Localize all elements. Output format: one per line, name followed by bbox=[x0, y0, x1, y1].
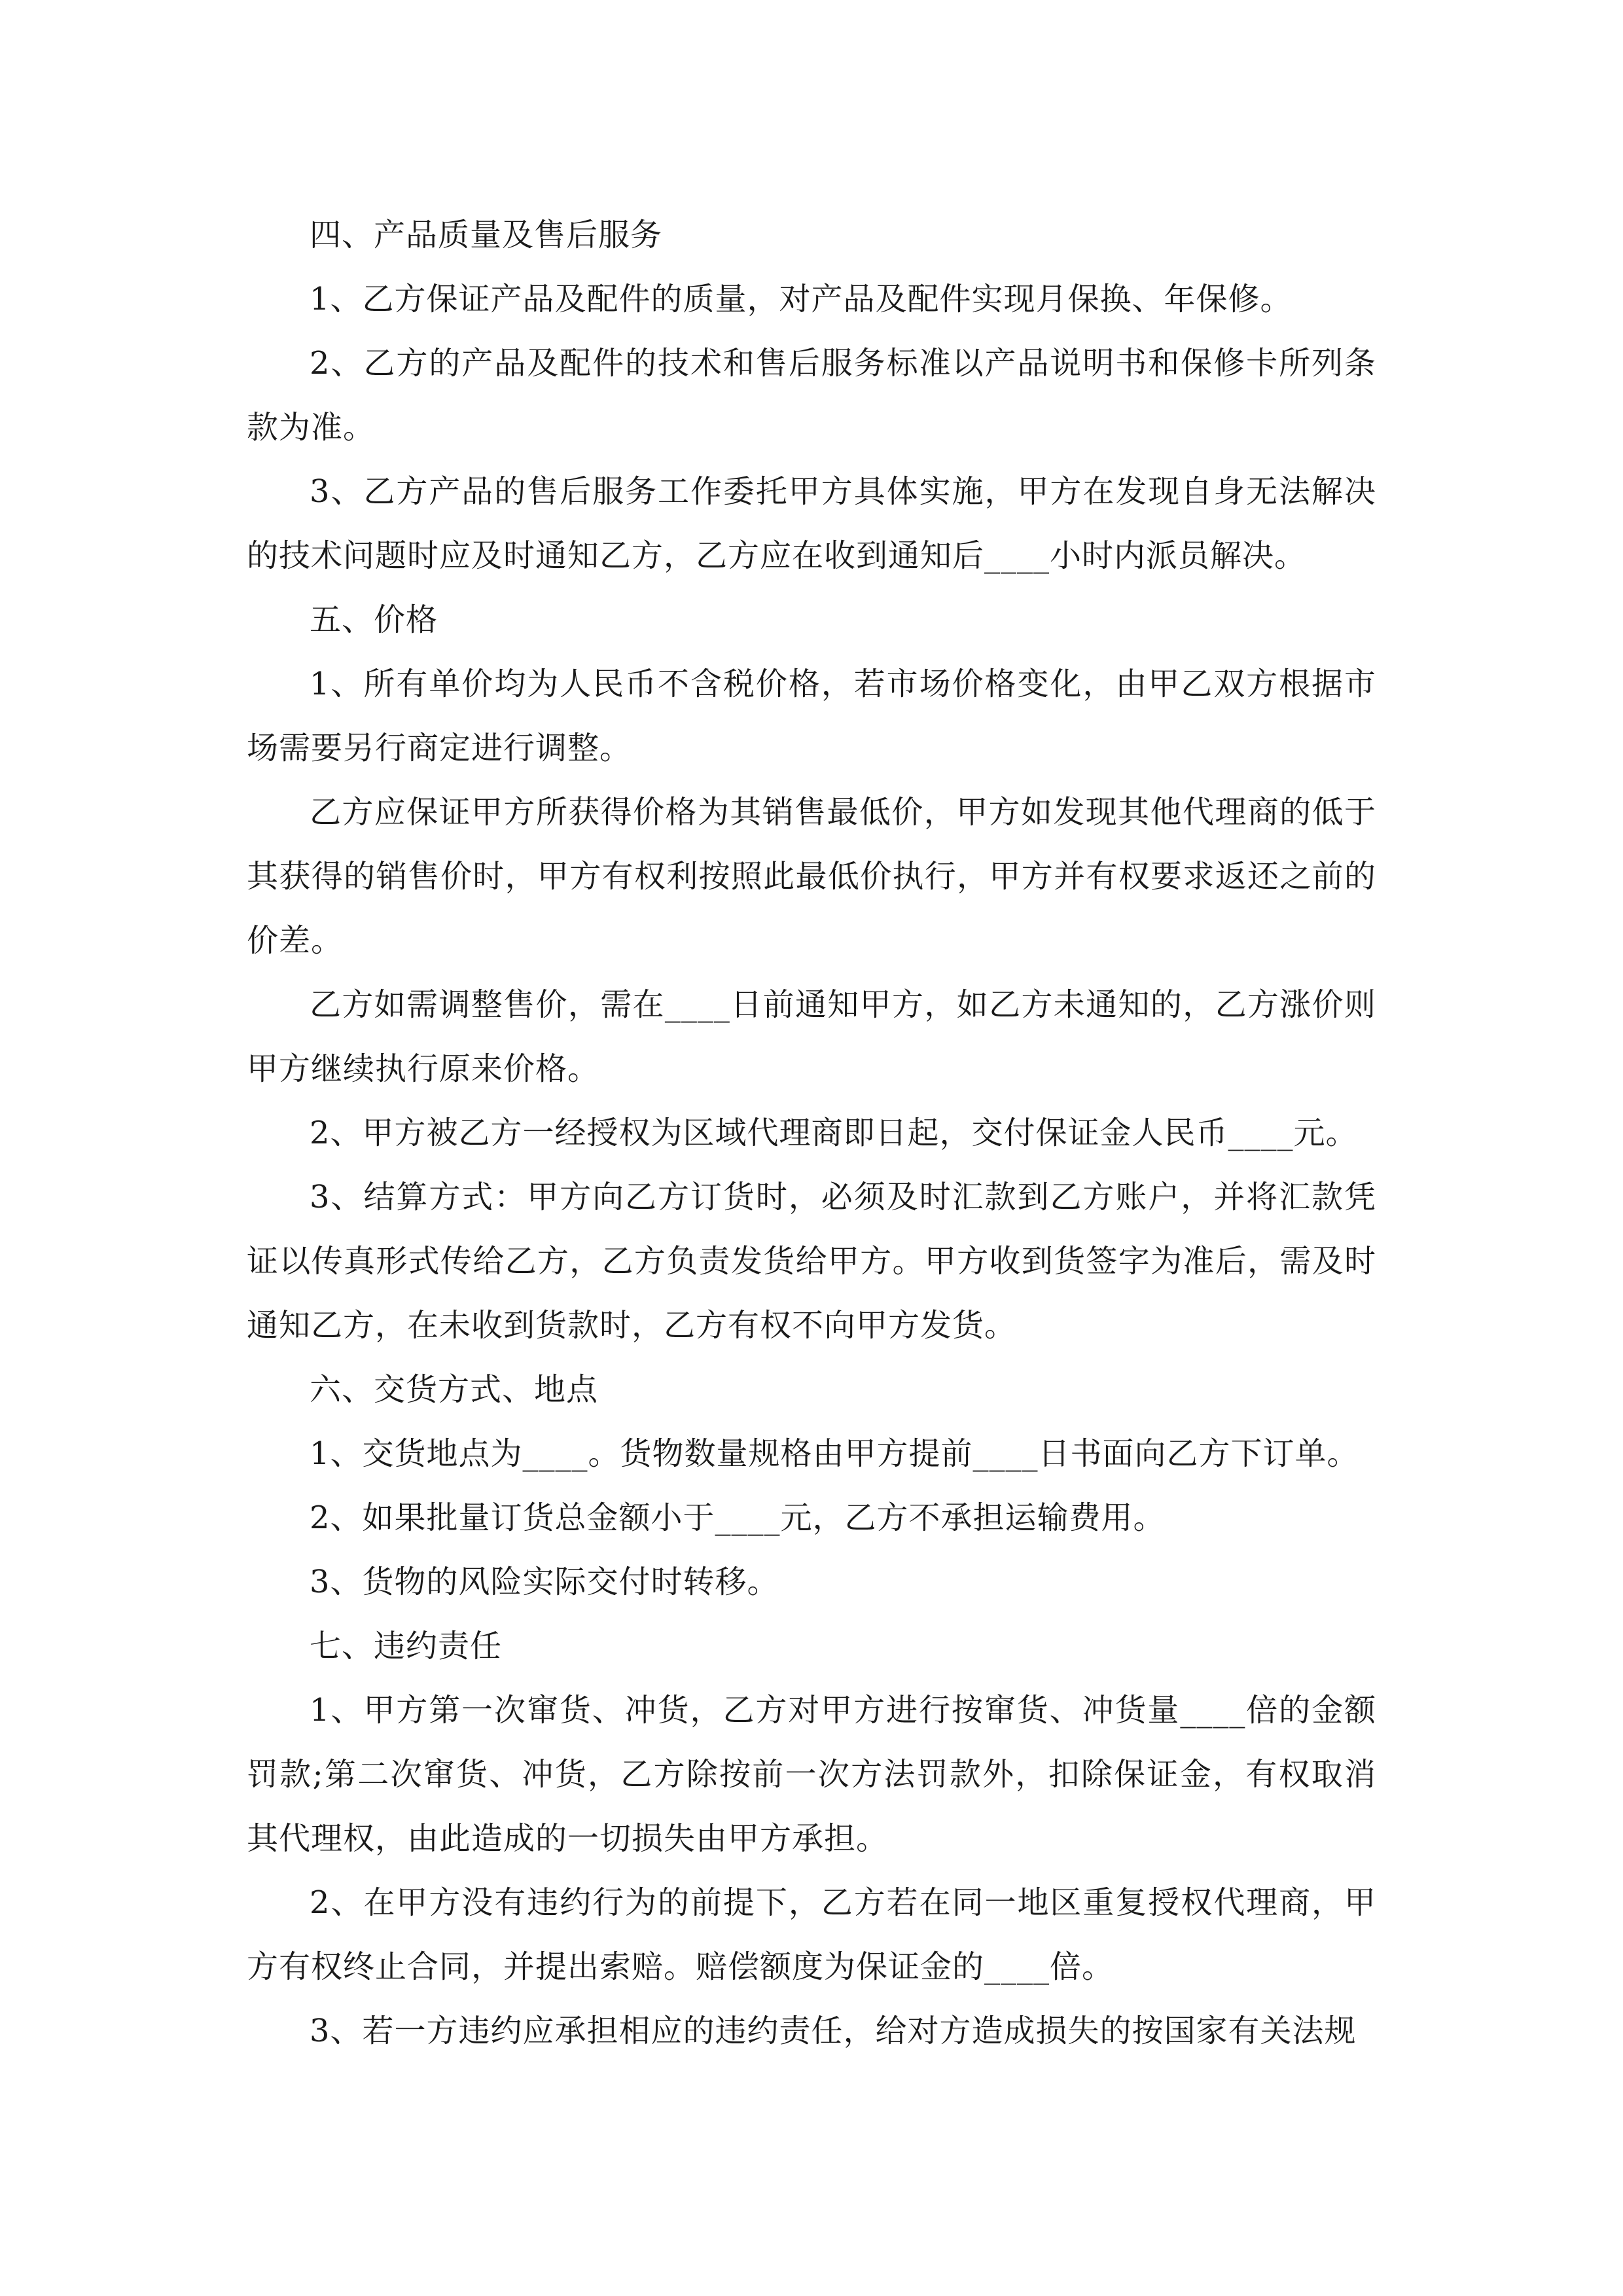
clause-duplicate-authorization: 2、在甲方没有违约行为的前提下，乙方若在同一地区重复授权代理商，甲方有权终止合同，并提出索赔。赔偿额度为保证金的____倍。 bbox=[247, 1884, 1376, 1985]
clause-unit-price: 1、所有单价均为人民币不含税价格，若市场价格变化，由甲乙双方根据市场需要另行商定进行调整。 bbox=[247, 666, 1376, 766]
clause-delivery-place: 1、交货地点为____。货物数量规格由甲方提前____日书面向乙方下订单。 bbox=[310, 1435, 1359, 1472]
clause-service-standard: 2、乙方的产品及配件的技术和售后服务标准以产品说明书和保修卡所列条款为准。 bbox=[247, 345, 1376, 446]
section-heading-price: 五、价格 bbox=[310, 601, 438, 638]
clause-risk-transfer: 3、货物的风险实际交付时转移。 bbox=[310, 1564, 779, 1600]
contract-body bbox=[247, 203, 1376, 2063]
clause-lowest-price: 乙方应保证甲方所获得价格为其销售最低价，甲方如发现其他代理商的低于其获得的销售价时，甲方有权利按照此最低价执行，甲方并有权要求返还之前的价差。 bbox=[247, 794, 1376, 959]
clause-quality-guarantee: 1、乙方保证产品及配件的质量，对产品及配件实现月保换、年保修。 bbox=[310, 281, 1293, 317]
section-heading-delivery: 六、交货方式、地点 bbox=[310, 1371, 599, 1408]
section-heading-breach: 七、违约责任 bbox=[310, 1628, 503, 1664]
clause-deposit: 2、甲方被乙方一经授权为区域代理商即日起，交付保证金人民币____元。 bbox=[310, 1115, 1358, 1151]
clause-after-sales-delegation: 3、乙方产品的售后服务工作委托甲方具体实施，甲方在发现自身无法解决的技术问题时应及时通知乙方，乙方应在收到通知后____小时内派员解决。 bbox=[247, 473, 1376, 574]
section-heading-quality-service: 四、产品质量及售后服务 bbox=[310, 217, 663, 253]
clause-cross-selling-penalty: 1、甲方第一次窜货、冲货，乙方对甲方进行按窜货、冲货量____倍的金额罚款;第二次窜货、冲货，乙方除按前一次方法罚款外，扣除保证金，有权取消其代理权，由此造成的一切损失由甲方承担。 bbox=[247, 1692, 1376, 1857]
clause-settlement: 3、结算方式：甲方向乙方订货时，必须及时汇款到乙方账户，并将汇款凭证以传真形式传给乙方，乙方负责发货给甲方。甲方收到货签字为准后，需及时通知乙方，在未收到货款时，乙方有权不向甲方发货。 bbox=[247, 1179, 1376, 1344]
clause-shipping-cost: 2、如果批量订货总金额小于____元，乙方不承担运输费用。 bbox=[310, 1499, 1166, 1536]
clause-price-adjustment: 乙方如需调整售价，需在____日前通知甲方，如乙方未通知的，乙方涨价则甲方继续执行原来价格。 bbox=[247, 986, 1376, 1087]
clause-breach-liability: 3、若一方违约应承担相应的违约责任，给对方造成损失的按国家有关法规 bbox=[310, 2013, 1357, 2049]
